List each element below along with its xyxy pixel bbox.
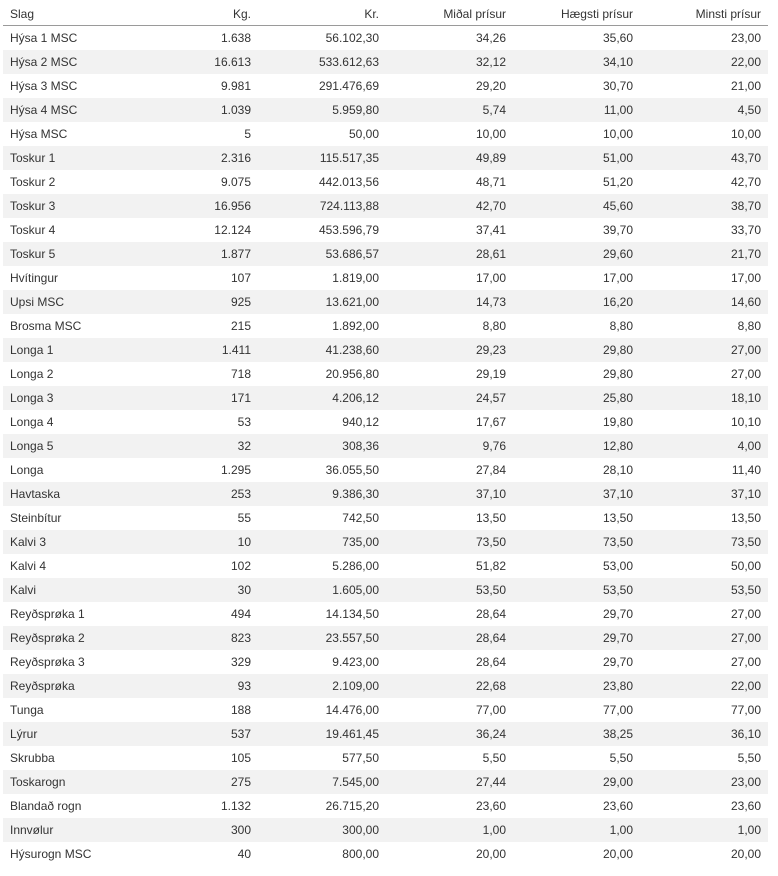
species-cell: Brosma MSC xyxy=(3,314,151,338)
lowest-price-cell: 13,50 xyxy=(640,506,768,530)
kr-cell: 735,00 xyxy=(258,530,386,554)
table-row xyxy=(3,362,768,386)
lowest-price-cell: 33,70 xyxy=(640,218,768,242)
kg-cell: 823 xyxy=(151,626,258,650)
kg-cell: 1.132 xyxy=(151,794,258,818)
highest-price-cell: 29,80 xyxy=(513,362,640,386)
table-row xyxy=(3,842,768,866)
kg-cell: 1.039 xyxy=(151,98,258,122)
lowest-price-cell: 37,10 xyxy=(640,482,768,506)
average-price-cell: 1,00 xyxy=(386,818,513,842)
average-price-cell: 29,20 xyxy=(386,74,513,98)
average-price-cell: 28,61 xyxy=(386,242,513,266)
kr-cell: 1.819,00 xyxy=(258,266,386,290)
highest-price-cell: 34,10 xyxy=(513,50,640,74)
average-price-cell: 14,73 xyxy=(386,290,513,314)
kg-cell: 32 xyxy=(151,434,258,458)
kg-cell: 107 xyxy=(151,266,258,290)
kr-cell: 577,50 xyxy=(258,746,386,770)
lowest-price-cell: 21,70 xyxy=(640,242,768,266)
kg-cell: 102 xyxy=(151,554,258,578)
average-price-cell: 28,64 xyxy=(386,602,513,626)
average-price-cell: 77,00 xyxy=(386,698,513,722)
lowest-price-cell: 1,00 xyxy=(640,818,768,842)
highest-price-cell: 29,80 xyxy=(513,338,640,362)
highest-price-cell: 17,00 xyxy=(513,266,640,290)
kr-cell: 453.596,79 xyxy=(258,218,386,242)
lowest-price-cell: 77,00 xyxy=(640,698,768,722)
table-row xyxy=(3,458,768,482)
lowest-price-cell: 23,00 xyxy=(640,770,768,794)
kr-cell: 4.206,12 xyxy=(258,386,386,410)
species-cell: Skrubba xyxy=(3,746,151,770)
table-row xyxy=(3,98,768,122)
kr-cell: 724.113,88 xyxy=(258,194,386,218)
species-cell: Hýsa 2 MSC xyxy=(3,50,151,74)
kg-cell: 718 xyxy=(151,362,258,386)
highest-price-cell: 28,10 xyxy=(513,458,640,482)
lowest-price-cell: 10,00 xyxy=(640,122,768,146)
column-header-average-price: Miðal prísur xyxy=(386,2,513,26)
table-row xyxy=(3,530,768,554)
price-table-container xyxy=(3,2,768,866)
species-cell: Hýsa 4 MSC xyxy=(3,98,151,122)
highest-price-cell: 38,25 xyxy=(513,722,640,746)
highest-price-cell: 1,00 xyxy=(513,818,640,842)
species-cell: Toskur 2 xyxy=(3,170,151,194)
species-cell: Toskur 1 xyxy=(3,146,151,170)
table-row xyxy=(3,338,768,362)
species-cell: Toskur 4 xyxy=(3,218,151,242)
kr-cell: 19.461,45 xyxy=(258,722,386,746)
highest-price-cell: 16,20 xyxy=(513,290,640,314)
highest-price-cell: 53,00 xyxy=(513,554,640,578)
average-price-cell: 28,64 xyxy=(386,626,513,650)
lowest-price-cell: 4,00 xyxy=(640,434,768,458)
lowest-price-cell: 18,10 xyxy=(640,386,768,410)
table-row xyxy=(3,26,768,51)
kr-cell: 23.557,50 xyxy=(258,626,386,650)
highest-price-cell: 29,70 xyxy=(513,602,640,626)
kg-cell: 12.124 xyxy=(151,218,258,242)
average-price-cell: 29,19 xyxy=(386,362,513,386)
species-cell: Reyðsprøka xyxy=(3,674,151,698)
kr-cell: 56.102,30 xyxy=(258,26,386,51)
kg-cell: 16.956 xyxy=(151,194,258,218)
species-cell: Hýsa MSC xyxy=(3,122,151,146)
highest-price-cell: 5,50 xyxy=(513,746,640,770)
average-price-cell: 8,80 xyxy=(386,314,513,338)
average-price-cell: 73,50 xyxy=(386,530,513,554)
kr-cell: 742,50 xyxy=(258,506,386,530)
kg-cell: 9.075 xyxy=(151,170,258,194)
kg-cell: 537 xyxy=(151,722,258,746)
table-row xyxy=(3,746,768,770)
auction-price-table xyxy=(3,2,768,866)
lowest-price-cell: 11,40 xyxy=(640,458,768,482)
species-cell: Longa xyxy=(3,458,151,482)
species-cell: Toskur 5 xyxy=(3,242,151,266)
lowest-price-cell: 22,00 xyxy=(640,674,768,698)
kr-cell: 291.476,69 xyxy=(258,74,386,98)
kg-cell: 494 xyxy=(151,602,258,626)
kg-cell: 9.981 xyxy=(151,74,258,98)
species-cell: Upsi MSC xyxy=(3,290,151,314)
highest-price-cell: 29,60 xyxy=(513,242,640,266)
column-header-kg: Kg. xyxy=(151,2,258,26)
species-cell: Reyðsprøka 2 xyxy=(3,626,151,650)
table-row xyxy=(3,50,768,74)
table-row xyxy=(3,434,768,458)
table-row xyxy=(3,386,768,410)
table-row xyxy=(3,698,768,722)
kg-cell: 40 xyxy=(151,842,258,866)
kr-cell: 308,36 xyxy=(258,434,386,458)
species-cell: Innvølur xyxy=(3,818,151,842)
lowest-price-cell: 14,60 xyxy=(640,290,768,314)
average-price-cell: 9,76 xyxy=(386,434,513,458)
species-cell: Hýsa 1 MSC xyxy=(3,26,151,51)
table-row xyxy=(3,722,768,746)
highest-price-cell: 45,60 xyxy=(513,194,640,218)
table-row xyxy=(3,626,768,650)
table-row xyxy=(3,410,768,434)
lowest-price-cell: 73,50 xyxy=(640,530,768,554)
kr-cell: 2.109,00 xyxy=(258,674,386,698)
kg-cell: 5 xyxy=(151,122,258,146)
species-cell: Tunga xyxy=(3,698,151,722)
column-header-lowest-price: Minsti prísur xyxy=(640,2,768,26)
species-cell: Hýsa 3 MSC xyxy=(3,74,151,98)
table-row xyxy=(3,266,768,290)
kr-cell: 14.476,00 xyxy=(258,698,386,722)
kr-cell: 9.423,00 xyxy=(258,650,386,674)
kr-cell: 800,00 xyxy=(258,842,386,866)
highest-price-cell: 12,80 xyxy=(513,434,640,458)
kg-cell: 329 xyxy=(151,650,258,674)
species-cell: Longa 2 xyxy=(3,362,151,386)
average-price-cell: 22,68 xyxy=(386,674,513,698)
highest-price-cell: 23,60 xyxy=(513,794,640,818)
kg-cell: 1.638 xyxy=(151,26,258,51)
average-price-cell: 5,74 xyxy=(386,98,513,122)
species-cell: Longa 1 xyxy=(3,338,151,362)
kg-cell: 253 xyxy=(151,482,258,506)
kg-cell: 925 xyxy=(151,290,258,314)
highest-price-cell: 25,80 xyxy=(513,386,640,410)
table-row xyxy=(3,674,768,698)
highest-price-cell: 35,60 xyxy=(513,26,640,51)
column-header-slag: Slag xyxy=(3,2,151,26)
table-row xyxy=(3,818,768,842)
table-row xyxy=(3,578,768,602)
species-cell: Reyðsprøka 3 xyxy=(3,650,151,674)
highest-price-cell: 51,00 xyxy=(513,146,640,170)
table-row xyxy=(3,554,768,578)
average-price-cell: 36,24 xyxy=(386,722,513,746)
average-price-cell: 5,50 xyxy=(386,746,513,770)
kr-cell: 53.686,57 xyxy=(258,242,386,266)
highest-price-cell: 39,70 xyxy=(513,218,640,242)
average-price-cell: 32,12 xyxy=(386,50,513,74)
kr-cell: 9.386,30 xyxy=(258,482,386,506)
lowest-price-cell: 27,00 xyxy=(640,338,768,362)
column-header-kr: Kr. xyxy=(258,2,386,26)
column-header-highest-price: Hægsti prísur xyxy=(513,2,640,26)
table-row xyxy=(3,170,768,194)
lowest-price-cell: 10,10 xyxy=(640,410,768,434)
highest-price-cell: 37,10 xyxy=(513,482,640,506)
table-row xyxy=(3,650,768,674)
kr-cell: 7.545,00 xyxy=(258,770,386,794)
kr-cell: 20.956,80 xyxy=(258,362,386,386)
species-cell: Toskarogn xyxy=(3,770,151,794)
lowest-price-cell: 42,70 xyxy=(640,170,768,194)
lowest-price-cell: 27,00 xyxy=(640,362,768,386)
table-row xyxy=(3,122,768,146)
species-cell: Longa 5 xyxy=(3,434,151,458)
kr-cell: 1.605,00 xyxy=(258,578,386,602)
average-price-cell: 23,60 xyxy=(386,794,513,818)
highest-price-cell: 20,00 xyxy=(513,842,640,866)
table-row xyxy=(3,146,768,170)
highest-price-cell: 10,00 xyxy=(513,122,640,146)
kg-cell: 215 xyxy=(151,314,258,338)
kr-cell: 41.238,60 xyxy=(258,338,386,362)
lowest-price-cell: 36,10 xyxy=(640,722,768,746)
average-price-cell: 37,41 xyxy=(386,218,513,242)
kr-cell: 50,00 xyxy=(258,122,386,146)
species-cell: Hvítingur xyxy=(3,266,151,290)
lowest-price-cell: 21,00 xyxy=(640,74,768,98)
kr-cell: 442.013,56 xyxy=(258,170,386,194)
highest-price-cell: 11,00 xyxy=(513,98,640,122)
average-price-cell: 27,44 xyxy=(386,770,513,794)
kr-cell: 115.517,35 xyxy=(258,146,386,170)
highest-price-cell: 13,50 xyxy=(513,506,640,530)
species-cell: Longa 4 xyxy=(3,410,151,434)
species-cell: Lýrur xyxy=(3,722,151,746)
average-price-cell: 53,50 xyxy=(386,578,513,602)
table-row xyxy=(3,74,768,98)
kg-cell: 300 xyxy=(151,818,258,842)
average-price-cell: 37,10 xyxy=(386,482,513,506)
average-price-cell: 10,00 xyxy=(386,122,513,146)
table-header xyxy=(3,2,768,26)
kg-cell: 105 xyxy=(151,746,258,770)
lowest-price-cell: 4,50 xyxy=(640,98,768,122)
species-cell: Kalvi xyxy=(3,578,151,602)
kr-cell: 13.621,00 xyxy=(258,290,386,314)
average-price-cell: 17,00 xyxy=(386,266,513,290)
kg-cell: 2.316 xyxy=(151,146,258,170)
highest-price-cell: 29,70 xyxy=(513,626,640,650)
table-row xyxy=(3,506,768,530)
highest-price-cell: 29,70 xyxy=(513,650,640,674)
kg-cell: 10 xyxy=(151,530,258,554)
kr-cell: 36.055,50 xyxy=(258,458,386,482)
table-row xyxy=(3,218,768,242)
lowest-price-cell: 50,00 xyxy=(640,554,768,578)
average-price-cell: 17,67 xyxy=(386,410,513,434)
table-row xyxy=(3,314,768,338)
species-cell: Havtaska xyxy=(3,482,151,506)
kg-cell: 1.411 xyxy=(151,338,258,362)
highest-price-cell: 77,00 xyxy=(513,698,640,722)
species-cell: Kalvi 4 xyxy=(3,554,151,578)
lowest-price-cell: 27,00 xyxy=(640,602,768,626)
kg-cell: 171 xyxy=(151,386,258,410)
table-row xyxy=(3,794,768,818)
lowest-price-cell: 5,50 xyxy=(640,746,768,770)
kg-cell: 1.877 xyxy=(151,242,258,266)
table-row xyxy=(3,602,768,626)
highest-price-cell: 73,50 xyxy=(513,530,640,554)
lowest-price-cell: 27,00 xyxy=(640,650,768,674)
kr-cell: 300,00 xyxy=(258,818,386,842)
kr-cell: 940,12 xyxy=(258,410,386,434)
kg-cell: 275 xyxy=(151,770,258,794)
average-price-cell: 48,71 xyxy=(386,170,513,194)
highest-price-cell: 51,20 xyxy=(513,170,640,194)
kg-cell: 30 xyxy=(151,578,258,602)
kg-cell: 53 xyxy=(151,410,258,434)
average-price-cell: 28,64 xyxy=(386,650,513,674)
kg-cell: 16.613 xyxy=(151,50,258,74)
kr-cell: 14.134,50 xyxy=(258,602,386,626)
average-price-cell: 20,00 xyxy=(386,842,513,866)
lowest-price-cell: 17,00 xyxy=(640,266,768,290)
table-row xyxy=(3,290,768,314)
lowest-price-cell: 23,60 xyxy=(640,794,768,818)
table-row xyxy=(3,770,768,794)
lowest-price-cell: 23,00 xyxy=(640,26,768,51)
kg-cell: 55 xyxy=(151,506,258,530)
species-cell: Blandað rogn xyxy=(3,794,151,818)
species-cell: Hýsurogn MSC xyxy=(3,842,151,866)
species-cell: Kalvi 3 xyxy=(3,530,151,554)
kr-cell: 5.286,00 xyxy=(258,554,386,578)
table-row xyxy=(3,194,768,218)
highest-price-cell: 53,50 xyxy=(513,578,640,602)
highest-price-cell: 23,80 xyxy=(513,674,640,698)
table-row xyxy=(3,482,768,506)
kr-cell: 533.612,63 xyxy=(258,50,386,74)
average-price-cell: 34,26 xyxy=(386,26,513,51)
kg-cell: 188 xyxy=(151,698,258,722)
kr-cell: 1.892,00 xyxy=(258,314,386,338)
average-price-cell: 42,70 xyxy=(386,194,513,218)
species-cell: Steinbítur xyxy=(3,506,151,530)
species-cell: Toskur 3 xyxy=(3,194,151,218)
lowest-price-cell: 20,00 xyxy=(640,842,768,866)
kr-cell: 26.715,20 xyxy=(258,794,386,818)
lowest-price-cell: 38,70 xyxy=(640,194,768,218)
header-row xyxy=(3,2,768,26)
average-price-cell: 51,82 xyxy=(386,554,513,578)
kg-cell: 1.295 xyxy=(151,458,258,482)
highest-price-cell: 30,70 xyxy=(513,74,640,98)
kr-cell: 5.959,80 xyxy=(258,98,386,122)
average-price-cell: 13,50 xyxy=(386,506,513,530)
highest-price-cell: 19,80 xyxy=(513,410,640,434)
species-cell: Longa 3 xyxy=(3,386,151,410)
average-price-cell: 24,57 xyxy=(386,386,513,410)
table-row xyxy=(3,242,768,266)
lowest-price-cell: 43,70 xyxy=(640,146,768,170)
average-price-cell: 29,23 xyxy=(386,338,513,362)
kg-cell: 93 xyxy=(151,674,258,698)
highest-price-cell: 29,00 xyxy=(513,770,640,794)
lowest-price-cell: 8,80 xyxy=(640,314,768,338)
highest-price-cell: 8,80 xyxy=(513,314,640,338)
species-cell: Reyðsprøka 1 xyxy=(3,602,151,626)
lowest-price-cell: 53,50 xyxy=(640,578,768,602)
average-price-cell: 49,89 xyxy=(386,146,513,170)
lowest-price-cell: 27,00 xyxy=(640,626,768,650)
average-price-cell: 27,84 xyxy=(386,458,513,482)
lowest-price-cell: 22,00 xyxy=(640,50,768,74)
table-body xyxy=(3,26,768,867)
